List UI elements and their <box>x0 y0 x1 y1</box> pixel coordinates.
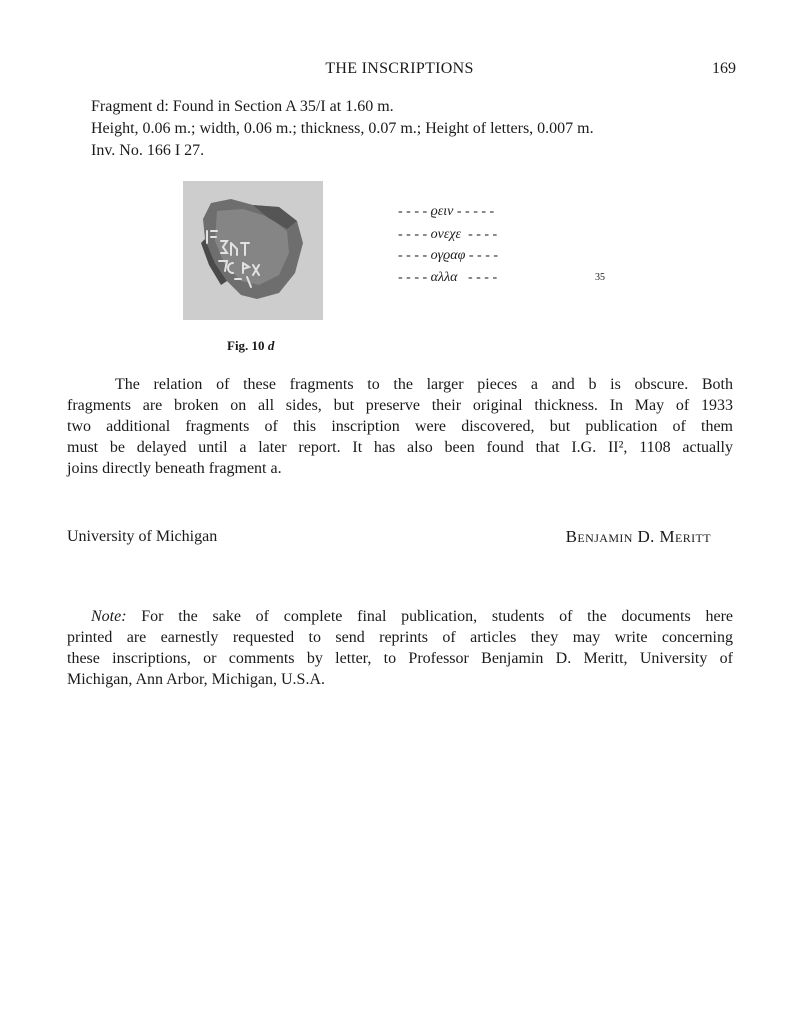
paragraph-line: must be delayed until a later report. It has also been found that I.G. II², 1108 actually <box>67 439 733 456</box>
note-line-text: For the sake of complete final publication, students of the documents here <box>126 608 733 625</box>
lacuna-left: - - - - <box>398 270 431 285</box>
lacuna-left: - - - - <box>398 227 431 242</box>
author-name: Benjamin D. Meritt <box>565 527 711 546</box>
discussion-paragraph <box>67 374 733 479</box>
running-title: THE INSCRIPTIONS <box>325 60 474 77</box>
paragraph-line: The relation of these fragments to the larger pieces a and b is obscure. Both <box>115 376 733 393</box>
greek-text: ϱειν <box>430 204 454 219</box>
greek-text: ονεχε <box>430 227 462 242</box>
inscription-line <box>398 227 497 243</box>
paragraph-line: two additional fragments of this inscription were discovered, but publication of them <box>67 418 733 435</box>
lacuna-right: - - - - - <box>453 204 495 219</box>
paragraph-line: fragments are broken on all sides, but preserve their original thickness. In May of 1933 <box>67 397 733 414</box>
line-number: 35 <box>595 272 605 283</box>
lacuna-left: - - - - <box>398 248 431 263</box>
inscription-line <box>398 248 498 264</box>
fragment-stone-image <box>183 181 323 320</box>
note-line: Michigan, Ann Arbor, Michigan, U.S.A. <box>67 671 326 688</box>
note-line <box>67 606 733 627</box>
note-paragraph <box>67 606 733 690</box>
figure-caption <box>227 338 274 354</box>
greek-text: αλλα <box>430 270 458 285</box>
figure-caption-prefix: Fig. 10 <box>227 338 265 353</box>
running-head <box>0 60 799 84</box>
lacuna-right: - - - - <box>461 227 498 242</box>
paragraph-line: joins directly beneath fragment a. <box>67 460 282 477</box>
lacuna-left: - - - - <box>398 204 431 219</box>
figure-caption-letter: d <box>267 338 275 353</box>
note-line: printed are earnestly requested to send reprints of articles they may write concerning <box>67 629 733 646</box>
note-label: Note: <box>91 608 127 625</box>
note-line: these inscriptions, or comments by letter, to Professor Benjamin D. Meritt, University of <box>67 650 733 667</box>
fragment-photo <box>183 181 323 320</box>
inscription-line <box>398 270 497 286</box>
greek-text: ογϱαφ <box>430 248 466 263</box>
fragment-line-1: Fragment d: Found in Section A 35/I at 1.60 m. <box>91 98 394 115</box>
page-number: 169 <box>712 60 736 77</box>
author-affiliation: University of Michigan <box>67 528 218 545</box>
fragment-line-2: Height, 0.06 m.; width, 0.06 m.; thickness, 0.07 m.; Height of letters, 0.007 m. <box>91 120 594 137</box>
lacuna-right: - - - - <box>457 270 498 285</box>
lacuna-right: - - - - <box>465 248 499 263</box>
fragment-line-3: Inv. No. 166 I 27. <box>91 142 205 159</box>
inscription-line <box>398 204 494 220</box>
